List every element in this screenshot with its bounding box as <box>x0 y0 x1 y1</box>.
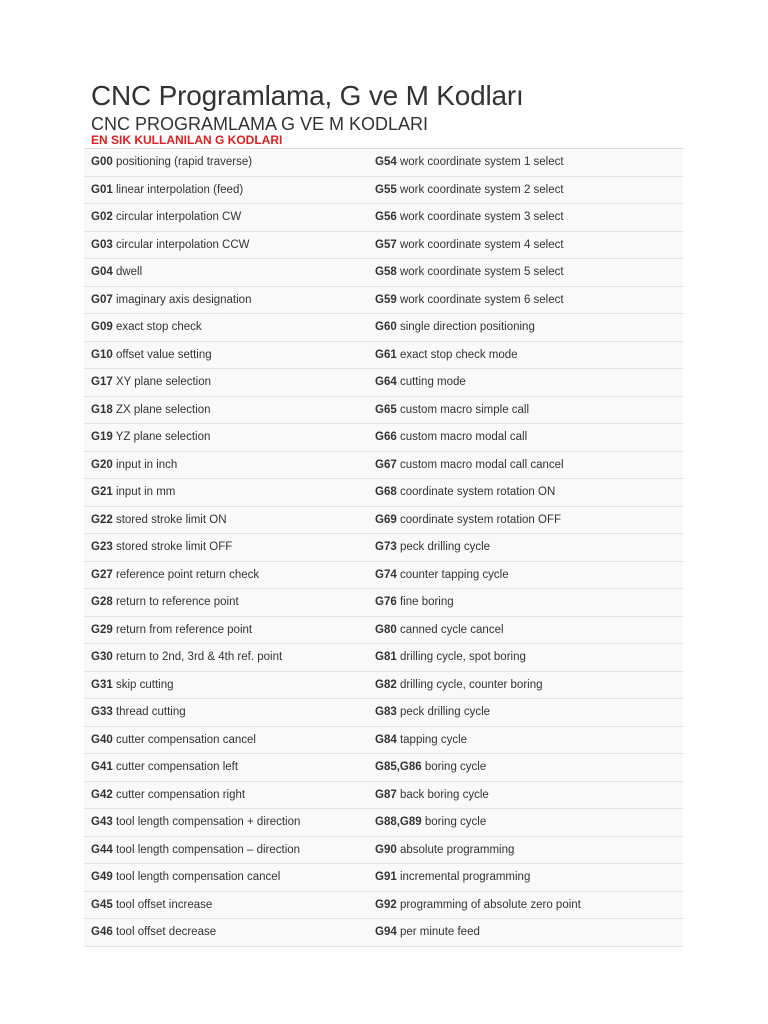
g-code: G66 <box>375 431 397 444</box>
left-code-cell <box>84 231 368 259</box>
g-code: G28 <box>91 596 113 609</box>
right-code-cell <box>368 699 683 727</box>
g-codes-table-body <box>84 149 683 947</box>
table-row <box>84 919 683 947</box>
table-row <box>84 616 683 644</box>
table-row <box>84 891 683 919</box>
g-code-description: peck drilling cycle <box>399 541 491 554</box>
g-code-description: work coordinate system 4 select <box>399 238 564 251</box>
left-code-cell <box>84 919 368 947</box>
g-code-description: work coordinate system 6 select <box>399 293 564 306</box>
g-code-description: tool length compensation + direction <box>115 816 301 829</box>
left-code-cell <box>84 176 368 204</box>
left-code-cell <box>84 259 368 287</box>
table-row <box>84 369 683 397</box>
left-code-cell <box>84 314 368 342</box>
left-code-cell <box>84 699 368 727</box>
g-code: G49 <box>91 871 113 884</box>
page-title: CNC Programlama, G ve M Kodları <box>91 80 524 111</box>
g-code-description: tool length compensation – direction <box>115 843 301 856</box>
right-code-cell <box>368 176 683 204</box>
left-code-cell <box>84 809 368 837</box>
right-code-cell <box>368 809 683 837</box>
g-code-description: boring cycle <box>424 816 487 829</box>
table-row <box>84 231 683 259</box>
g-code-description: offset value setting <box>115 348 212 361</box>
g-code-description: linear interpolation (feed) <box>115 183 244 196</box>
left-code-cell <box>84 836 368 864</box>
g-code: G29 <box>91 623 113 636</box>
g-code: G88,G89 <box>375 816 422 829</box>
g-code: G27 <box>91 568 113 581</box>
left-code-cell <box>84 891 368 919</box>
g-code: G67 <box>375 458 397 471</box>
g-code-description: custom macro simple call <box>399 403 530 416</box>
table-row <box>84 699 683 727</box>
table-row <box>84 644 683 672</box>
g-code-description: cutting mode <box>399 376 466 389</box>
left-code-cell <box>84 286 368 314</box>
g-code-description: input in inch <box>115 458 178 471</box>
g-code: G82 <box>375 678 397 691</box>
g-code: G42 <box>91 788 113 801</box>
right-code-cell <box>368 671 683 699</box>
g-code: G73 <box>375 541 397 554</box>
g-code: G31 <box>91 678 113 691</box>
g-code-description: cutter compensation cancel <box>115 733 256 746</box>
g-code-description: coordinate system rotation ON <box>399 486 556 499</box>
g-code: G09 <box>91 321 113 334</box>
table-row <box>84 809 683 837</box>
g-code-description: per minute feed <box>399 926 480 939</box>
g-code: G17 <box>91 376 113 389</box>
g-code: G43 <box>91 816 113 829</box>
table-row <box>84 864 683 892</box>
g-code: G60 <box>375 321 397 334</box>
g-code: G41 <box>91 761 113 774</box>
g-code: G81 <box>375 651 397 664</box>
left-code-cell <box>84 451 368 479</box>
table-row <box>84 259 683 287</box>
right-code-cell <box>368 644 683 672</box>
g-code: G18 <box>91 403 113 416</box>
left-code-cell <box>84 754 368 782</box>
g-code-description: reference point return check <box>115 568 260 581</box>
g-code-description: work coordinate system 3 select <box>399 211 564 224</box>
table-row <box>84 451 683 479</box>
table-row <box>84 561 683 589</box>
right-code-cell <box>368 314 683 342</box>
right-code-cell <box>368 286 683 314</box>
g-code-description: incremental programming <box>399 871 531 884</box>
left-code-cell <box>84 424 368 452</box>
right-code-cell <box>368 369 683 397</box>
table-row <box>84 176 683 204</box>
right-code-cell <box>368 506 683 534</box>
right-code-cell <box>368 891 683 919</box>
g-code: G56 <box>375 211 397 224</box>
right-code-cell <box>368 479 683 507</box>
g-code-description: drilling cycle, spot boring <box>399 651 526 664</box>
g-code: G21 <box>91 486 113 499</box>
g-code: G55 <box>375 183 397 196</box>
left-code-cell <box>84 149 368 177</box>
right-code-cell <box>368 451 683 479</box>
g-code: G07 <box>91 293 113 306</box>
right-code-cell <box>368 204 683 232</box>
g-code-description: programming of absolute zero point <box>399 898 581 911</box>
g-code: G30 <box>91 651 113 664</box>
g-code-description: peck drilling cycle <box>399 706 491 719</box>
right-code-cell <box>368 534 683 562</box>
g-code-description: tool offset increase <box>115 898 213 911</box>
g-code: G80 <box>375 623 397 636</box>
g-code-description: back boring cycle <box>399 788 489 801</box>
g-code-description: thread cutting <box>115 706 186 719</box>
left-code-cell <box>84 561 368 589</box>
table-row <box>84 286 683 314</box>
left-code-cell <box>84 341 368 369</box>
left-code-cell <box>84 369 368 397</box>
g-code-description: work coordinate system 5 select <box>399 266 564 279</box>
g-code: G94 <box>375 926 397 939</box>
g-code: G10 <box>91 348 113 361</box>
table-row <box>84 149 683 177</box>
g-code-description: canned cycle cancel <box>399 623 504 636</box>
g-code-description: XY plane selection <box>115 376 212 389</box>
g-code-description: skip cutting <box>115 678 174 691</box>
g-code-description: boring cycle <box>424 761 487 774</box>
table-row <box>84 341 683 369</box>
right-code-cell <box>368 836 683 864</box>
g-code-description: absolute programming <box>399 843 515 856</box>
left-code-cell <box>84 396 368 424</box>
table-row <box>84 479 683 507</box>
g-code: G61 <box>375 348 397 361</box>
g-code: G68 <box>375 486 397 499</box>
table-row <box>84 671 683 699</box>
right-code-cell <box>368 561 683 589</box>
g-code: G76 <box>375 596 397 609</box>
g-code-description: YZ plane selection <box>115 431 211 444</box>
right-code-cell <box>368 341 683 369</box>
g-code: G74 <box>375 568 397 581</box>
g-code: G92 <box>375 898 397 911</box>
left-code-cell <box>84 204 368 232</box>
g-code-description: ZX plane selection <box>115 403 211 416</box>
section-heading: EN SIK KULLANILAN G KODLARI <box>91 133 283 147</box>
g-code: G83 <box>375 706 397 719</box>
right-code-cell <box>368 864 683 892</box>
g-code: G04 <box>91 266 113 279</box>
g-code: G85,G86 <box>375 761 422 774</box>
g-code-description: custom macro modal call <box>399 431 528 444</box>
g-code: G59 <box>375 293 397 306</box>
left-code-cell <box>84 589 368 617</box>
g-code: G03 <box>91 238 113 251</box>
g-code-description: positioning (rapid traverse) <box>115 156 253 169</box>
right-code-cell <box>368 589 683 617</box>
g-code-description: fine boring <box>399 596 454 609</box>
g-code-description: cutter compensation right <box>115 788 246 801</box>
g-code: G44 <box>91 843 113 856</box>
g-code: G33 <box>91 706 113 719</box>
right-code-cell <box>368 149 683 177</box>
right-code-cell <box>368 231 683 259</box>
right-code-cell <box>368 781 683 809</box>
right-code-cell <box>368 396 683 424</box>
g-code-description: tapping cycle <box>399 733 468 746</box>
g-code: G54 <box>375 156 397 169</box>
g-code-description: dwell <box>115 266 143 279</box>
left-code-cell <box>84 671 368 699</box>
right-code-cell <box>368 754 683 782</box>
table-row <box>84 781 683 809</box>
table-row <box>84 726 683 754</box>
left-code-cell <box>84 726 368 754</box>
g-code: G90 <box>375 843 397 856</box>
g-code: G01 <box>91 183 113 196</box>
g-code: G58 <box>375 266 397 279</box>
g-code-description: return from reference point <box>115 623 253 636</box>
g-code: G84 <box>375 733 397 746</box>
g-code-description: imaginary axis designation <box>115 293 252 306</box>
g-code: G45 <box>91 898 113 911</box>
table-row <box>84 424 683 452</box>
g-code: G65 <box>375 403 397 416</box>
g-code: G57 <box>375 238 397 251</box>
g-code-description: return to reference point <box>115 596 239 609</box>
g-code-description: work coordinate system 2 select <box>399 183 564 196</box>
g-code-description: work coordinate system 1 select <box>399 156 564 169</box>
table-row <box>84 589 683 617</box>
g-code-description: exact stop check mode <box>399 348 518 361</box>
left-code-cell <box>84 644 368 672</box>
g-code-description: exact stop check <box>115 321 202 334</box>
left-code-cell <box>84 616 368 644</box>
g-code-description: cutter compensation left <box>115 761 239 774</box>
g-code-description: return to 2nd, 3rd & 4th ref. point <box>115 651 283 664</box>
table-row <box>84 506 683 534</box>
table-row <box>84 534 683 562</box>
g-code-description: coordinate system rotation OFF <box>399 513 562 526</box>
g-code: G02 <box>91 211 113 224</box>
g-code: G23 <box>91 541 113 554</box>
left-code-cell <box>84 534 368 562</box>
left-code-cell <box>84 506 368 534</box>
left-code-cell <box>84 781 368 809</box>
g-code: G20 <box>91 458 113 471</box>
g-code-description: tool offset decrease <box>115 926 217 939</box>
g-code: G91 <box>375 871 397 884</box>
g-code-description: input in mm <box>115 486 176 499</box>
table-row <box>84 754 683 782</box>
page-subtitle: CNC PROGRAMLAMA G VE M KODLARI <box>91 114 429 134</box>
g-code-description: single direction positioning <box>399 321 535 334</box>
g-code-description: circular interpolation CW <box>115 211 242 224</box>
table-row <box>84 204 683 232</box>
g-code-description: counter tapping cycle <box>399 568 509 581</box>
g-code: G46 <box>91 926 113 939</box>
g-code: G00 <box>91 156 113 169</box>
g-code: G40 <box>91 733 113 746</box>
table-row <box>84 396 683 424</box>
g-code: G69 <box>375 513 397 526</box>
g-codes-table <box>84 148 683 947</box>
g-code: G64 <box>375 376 397 389</box>
left-code-cell <box>84 864 368 892</box>
right-code-cell <box>368 726 683 754</box>
g-code-description: stored stroke limit ON <box>115 513 227 526</box>
g-code-description: tool length compensation cancel <box>115 871 281 884</box>
right-code-cell <box>368 424 683 452</box>
table-row <box>84 314 683 342</box>
g-code-description: stored stroke limit OFF <box>115 541 233 554</box>
g-code-description: drilling cycle, counter boring <box>399 678 543 691</box>
g-code: G22 <box>91 513 113 526</box>
right-code-cell <box>368 616 683 644</box>
left-code-cell <box>84 479 368 507</box>
right-code-cell <box>368 919 683 947</box>
table-row <box>84 836 683 864</box>
g-code-description: custom macro modal call cancel <box>399 458 564 471</box>
g-code: G19 <box>91 431 113 444</box>
g-code-description: circular interpolation CCW <box>115 238 250 251</box>
g-code: G87 <box>375 788 397 801</box>
right-code-cell <box>368 259 683 287</box>
